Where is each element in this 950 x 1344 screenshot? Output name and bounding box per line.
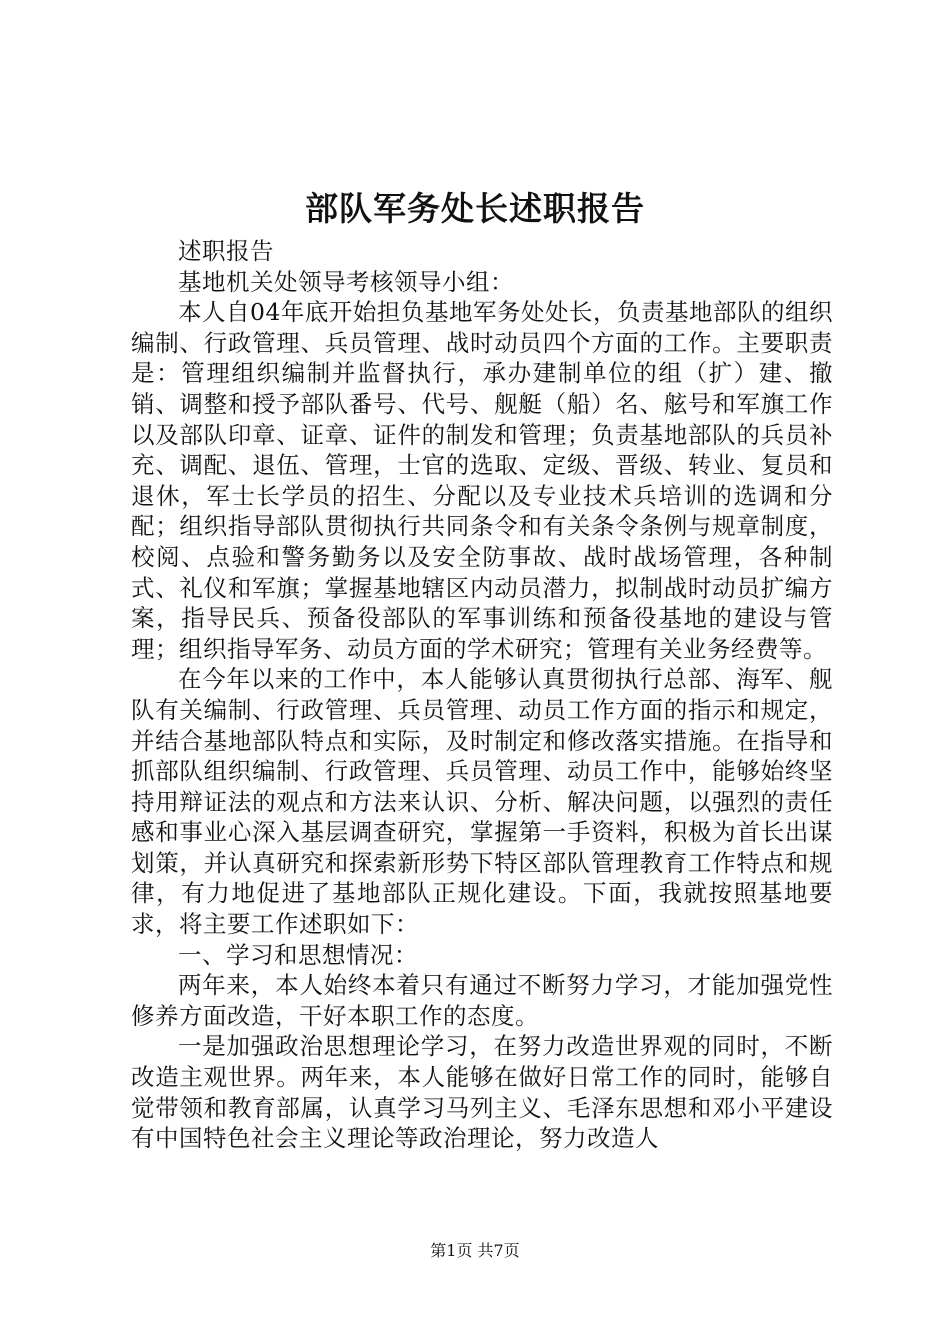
document-body (131, 236, 833, 1154)
paragraph-study: 两年来，本人始终本着只有通过不断努力学习，才能加强党性修养方面改造，干好本职工作的态度。 (131, 971, 833, 1030)
paragraph-salutation: 基地机关处领导考核领导小组： (178, 267, 514, 296)
paragraph-work-summary: 在今年以来的工作中，本人能够认真贯彻执行总部、海军、舰队有关编制、行政管理、兵员管理、动员工作方面的指示和规定，并结合基地部队特点和实际，及时制定和修改落实措施。在指导和抓部队组织编制、行政管理、兵员管理、动员工作中，能够始终坚持用辩证法的观点和方法来认识、分析、解决问题，以强烈的责任感和事业心深入基层调查研究，掌握第一手资料，积极为首长出谋划策，并认真研究和探索新形势下特区部队管理教育工作特点和规律，有力地促进了基地部队正规化建设。下面，我就按照基地要求，将主要工作述职如下： (131, 665, 833, 939)
paragraph-political-study: 一是加强政治思想理论学习，在努力改造世界观的同时，不断改造主观世界。两年来，本人能够在做好日常工作的同时，能够自觉带领和教育部属，认真学习马列主义、毛泽东思想和邓小平建设有中国特色社会主义理论等政治理论，努力改造人 (131, 1032, 833, 1153)
paragraph-section-heading: 一、学习和思想情况： (178, 940, 418, 969)
page-number-footer: 第1页 共7页 (430, 1241, 520, 1260)
paragraph-heading: 述职报告 (178, 237, 274, 265)
document-title: 部队军务处长述职报告 (305, 189, 645, 228)
paragraph-duties: 本人自04年底开始担负基地军务处处长，负责基地部队的组织编制、行政管理、兵员管理、战时动员四个方面的工作。主要职责是：管理组织编制并监督执行，承办建制单位的组（扩）建、撤销、调整和授予部队番号、代号、舰艇（船）名、舷号和军旗工作以及部队印章、证章、证件的制发和管理；负责基地部队的兵员补充、调配、退伍、管理，士官的选取、定级、晋级、转业、复员和退休，军士长学员的招生、分配以及专业技术兵培训的选调和分配；组织指导部队贯彻执行共同条令和有关条令条例与规章制度，校阅、点验和警务勤务以及安全防事故、战时战场管理，各种制式、礼仪和军旗；掌握基地辖区内动员潜力，拟制战时动员扩编方案，指导民兵、预备役部队的军事训练和预备役基地的建设与管理；组织指导军务、动员方面的学术研究；管理有关业务经费等。 (131, 298, 833, 663)
